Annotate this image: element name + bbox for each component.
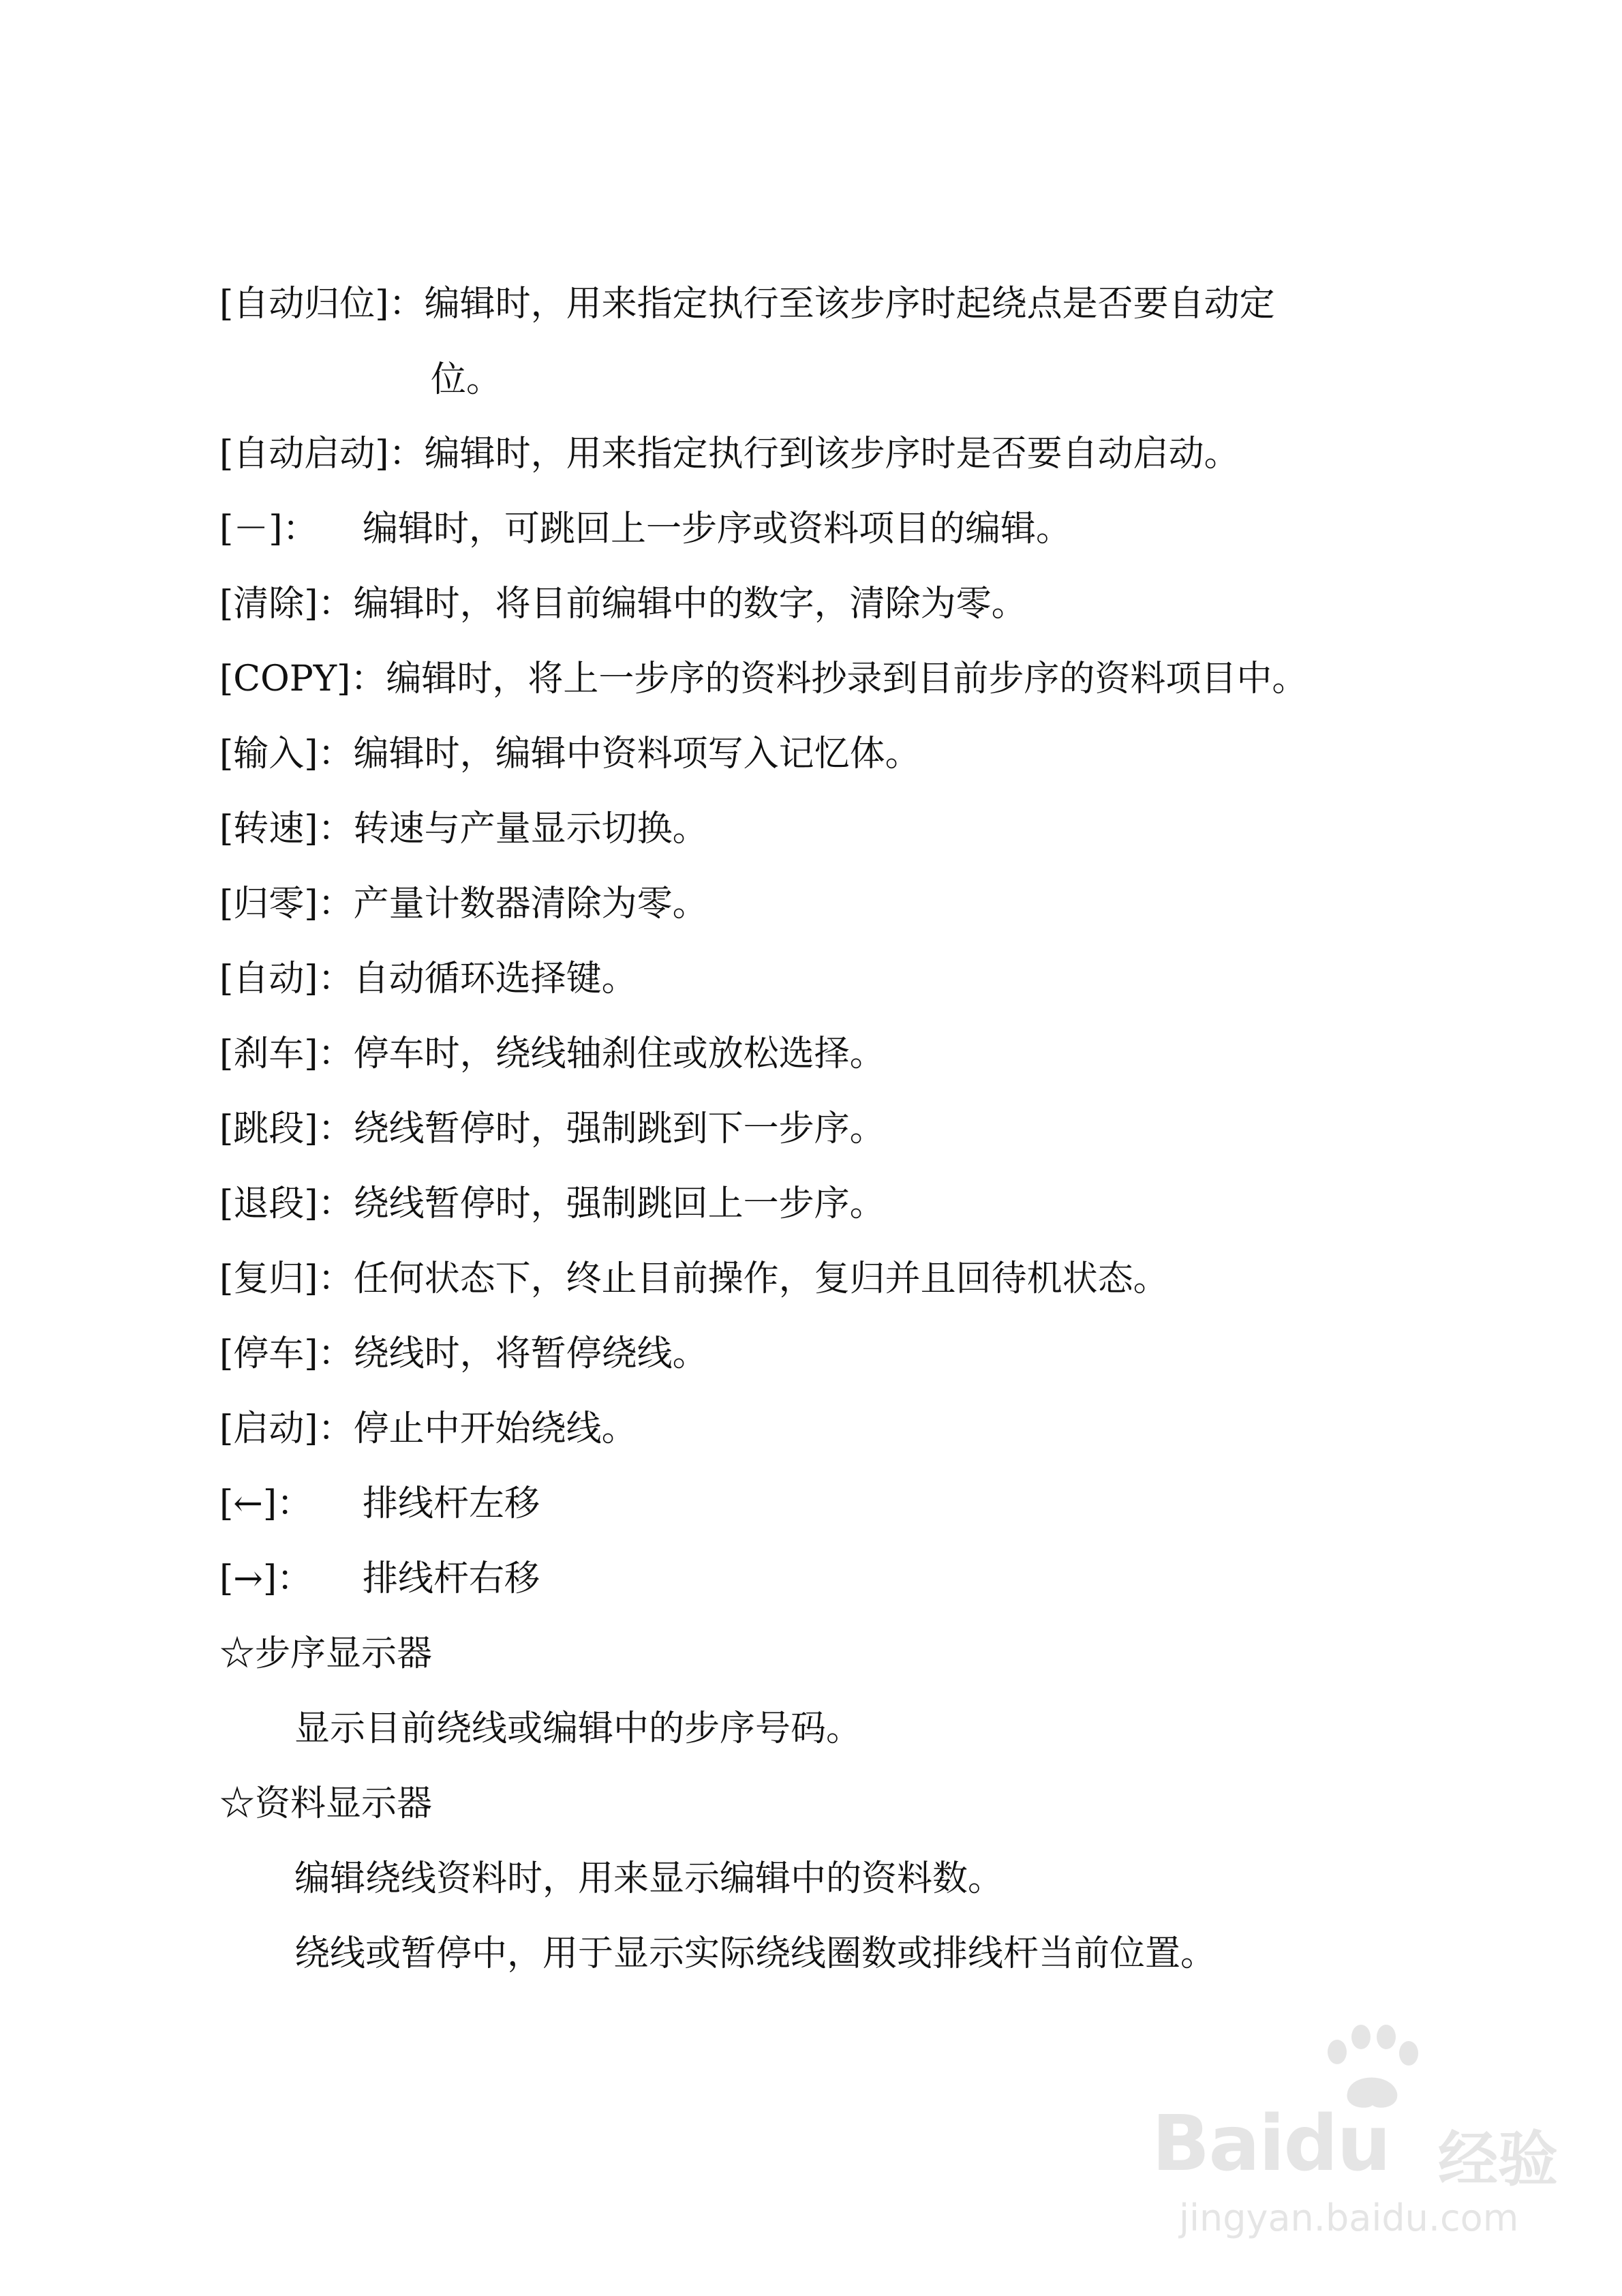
def-sep: ： [318,584,354,624]
section-title-data-display: ☆资料显示器 [219,1783,433,1824]
def-key: [→]： [219,1558,313,1599]
def-key: [自动启动] [219,434,389,474]
def-sep: ： [318,883,354,924]
def-desc: 任何状态下，终止目前操作，复归并且回待机状态。 [353,1258,1169,1299]
section-item: 显示目前绕线或编辑中的步序号码。 [294,1708,862,1749]
def-auto-start [219,432,1240,476]
def-desc: 转速与产量显示切换。 [353,809,708,849]
def-restore [219,1257,1169,1301]
def-stop [219,1332,708,1376]
def-brake [219,1032,885,1076]
def-desc: 停车时，绕线轴刹住或放松选择。 [353,1033,885,1074]
def-desc: 排线杆左移 [363,1483,540,1524]
def-key: [退段] [219,1183,318,1224]
def-reset-count [219,882,708,926]
def-auto-home-cont [431,358,502,402]
def-sep: ： [318,1033,354,1074]
def-sep: ： [388,284,425,324]
def-desc: 绕线暂停时，强制跳回上一步序。 [353,1183,885,1224]
def-key: [自动归位] [219,284,389,324]
def-auto-home [219,282,1275,326]
def-key: [转速] [219,809,318,849]
def-sep: ： [318,809,354,849]
section-title-step-display: ☆步序显示器 [219,1633,433,1674]
def-desc: 绕线时，将暂停绕线。 [353,1333,708,1374]
def-copy [219,657,1307,701]
def-desc: 编辑时，可跳回上一步序或资料项目的编辑。 [363,509,1072,549]
section-item: 绕线或暂停中，用于显示实际绕线圈数或排线杆当前位置。 [294,1933,1216,1974]
def-desc: 编辑时，将上一步序的资料抄录到目前步序的资料项目中。 [386,659,1308,699]
def-desc: 产量计数器清除为零。 [353,883,708,924]
def-sep: ： [318,1183,354,1224]
watermark-brand: Baidu [1152,2100,1390,2188]
def-key: [刹车] [219,1033,318,1074]
def-clear [219,582,1027,626]
def-desc-cont: 位。 [431,359,502,400]
def-desc: 停止中开始绕线。 [353,1408,637,1449]
def-key: [停车] [219,1333,318,1374]
def-sep: ： [318,1258,354,1299]
def-desc: 排线杆右移 [363,1558,540,1599]
def-key: [清除] [219,584,318,624]
def-start [219,1407,637,1451]
def-key: [COPY] [219,659,351,699]
def-key: [启动] [219,1408,318,1449]
watermark-cn: 经验 [1438,2124,1559,2194]
def-key: [归零] [219,883,318,924]
def-sep: ： [318,1333,354,1374]
watermark-url: jingyan.baidu.com [1179,2196,1519,2239]
def-desc: 编辑时，将目前编辑中的数字，清除为零。 [353,584,1027,624]
def-desc: 绕线暂停时，强制跳到下一步序。 [353,1108,885,1149]
def-sep: ： [318,734,354,774]
def-sep: ： [318,958,354,999]
def-input [219,732,921,776]
def-left [219,1482,540,1526]
def-minus [219,507,1071,551]
def-sep: ： [350,659,386,699]
def-speed [219,807,708,851]
def-key: [自动] [219,958,318,999]
section-item: 编辑绕线资料时，用来显示编辑中的资料数。 [294,1858,1004,1899]
baidu-jingyan-watermark [1152,2025,1574,2250]
def-key: [复归] [219,1258,318,1299]
def-right [219,1557,540,1601]
def-back [219,1182,885,1226]
def-skip [219,1107,885,1151]
def-sep: ： [388,434,425,474]
def-desc: 编辑时，用来指定执行至该步序时起绕点是否要自动定 [424,284,1275,324]
def-desc: 编辑时，编辑中资料项写入记忆体。 [353,734,921,774]
def-key: [－]： [219,509,318,549]
def-sep: ： [318,1108,354,1149]
def-desc: 自动循环选择键。 [353,958,637,999]
def-key: [输入] [219,734,318,774]
def-auto [219,957,637,1001]
def-key: [跳段] [219,1108,318,1149]
def-desc: 编辑时，用来指定执行到该步序时是否要自动启动。 [424,434,1240,474]
def-sep: ： [318,1408,354,1449]
def-key: [←]： [219,1483,313,1524]
